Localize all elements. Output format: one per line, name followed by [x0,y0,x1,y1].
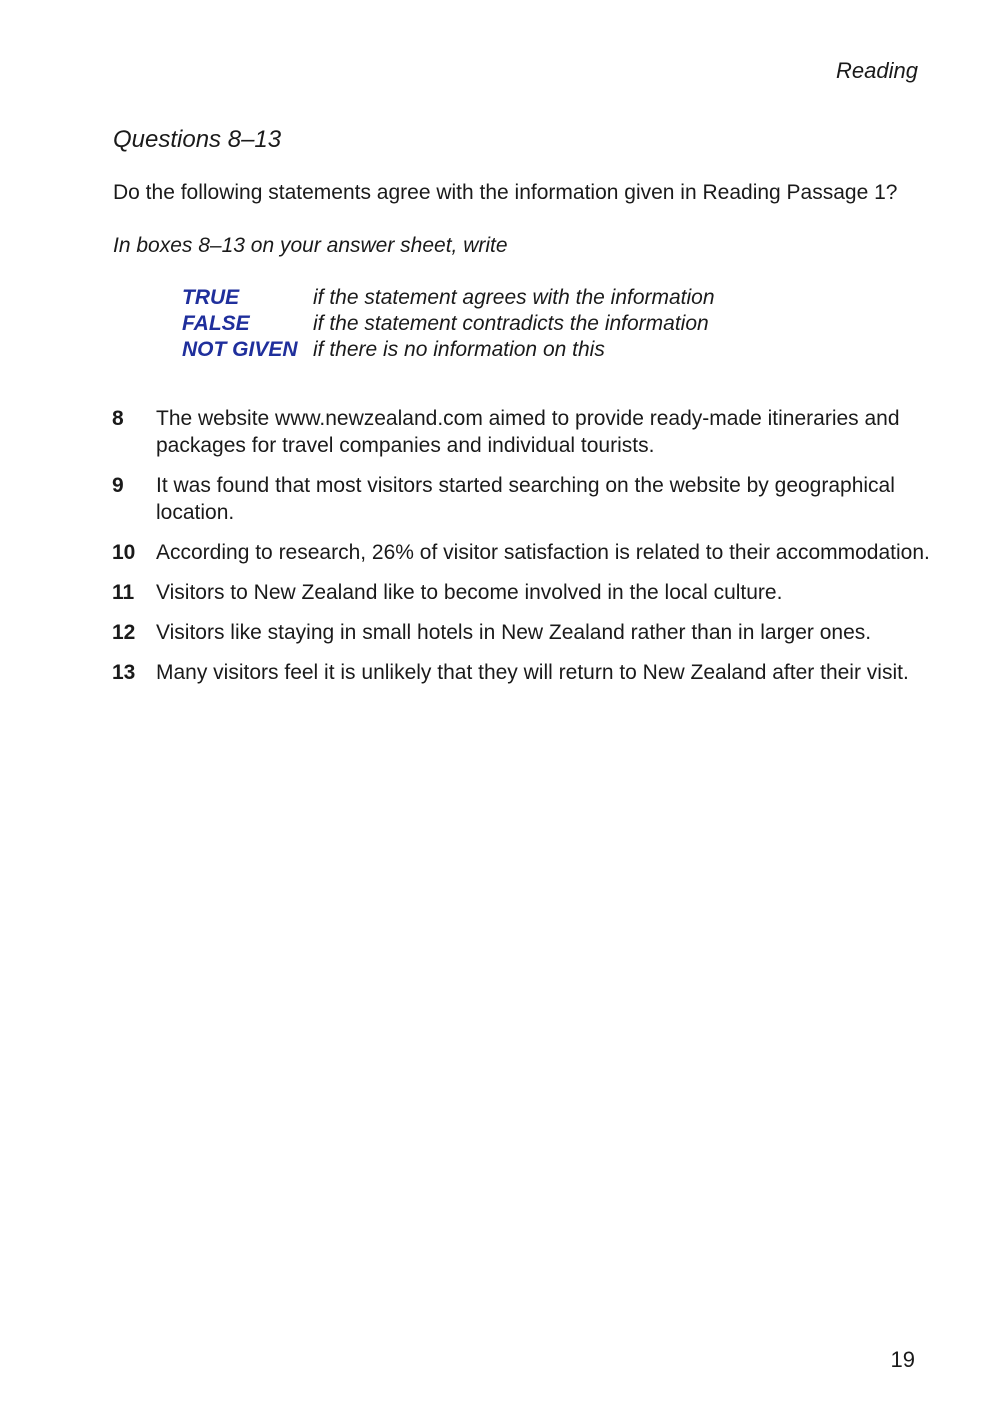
legend-description: if the statement contradicts the information [313,312,709,335]
question-number: 8 [112,407,124,430]
question-number: 10 [112,541,136,564]
instruction-text: Do the following statements agree with the information given in Reading Passage 1? [113,181,898,204]
question-text: Visitors to New Zealand like to become involved in the local culture. [156,581,783,604]
question-text: According to research, 26% of visitor satisfaction is related to their accommodation. [156,541,930,564]
question-text: Visitors like staying in small hotels in New Zealand rather than in larger ones. [156,621,872,644]
question-list [112,405,932,699]
question-number: 11 [112,581,135,604]
legend-description: if the statement agrees with the information [313,286,715,309]
question-item [112,405,932,459]
section-title: Questions 8–13 [113,126,282,153]
question-text: It was found that most visitors started searching on the website by geographical location. [156,474,895,524]
question-item [112,472,932,526]
legend-row-not-given [182,338,715,364]
question-number: 12 [112,621,136,644]
question-text: The website www.newzealand.com aimed to provide ready-made itineraries and packages for travel companies and individual tourists. [156,407,900,457]
legend-row-true [182,286,715,312]
question-item [112,539,932,566]
legend-key: NOT GIVEN [182,338,298,361]
legend-row-false [182,312,715,338]
page-number: 19 [890,1347,915,1372]
running-head: Reading [836,58,918,83]
question-number: 13 [112,661,136,684]
legend-key: TRUE [182,286,240,309]
answer-sheet-instruction: In boxes 8–13 on your answer sheet, write [113,234,508,257]
question-item [112,619,932,646]
question-number: 9 [112,474,124,497]
legend-description: if there is no information on this [313,338,605,361]
question-text: Many visitors feel it is unlikely that they will return to New Zealand after their visit. [156,661,909,684]
question-item [112,659,932,686]
question-item [112,579,932,606]
answer-legend [182,286,715,364]
legend-key: FALSE [182,312,250,335]
